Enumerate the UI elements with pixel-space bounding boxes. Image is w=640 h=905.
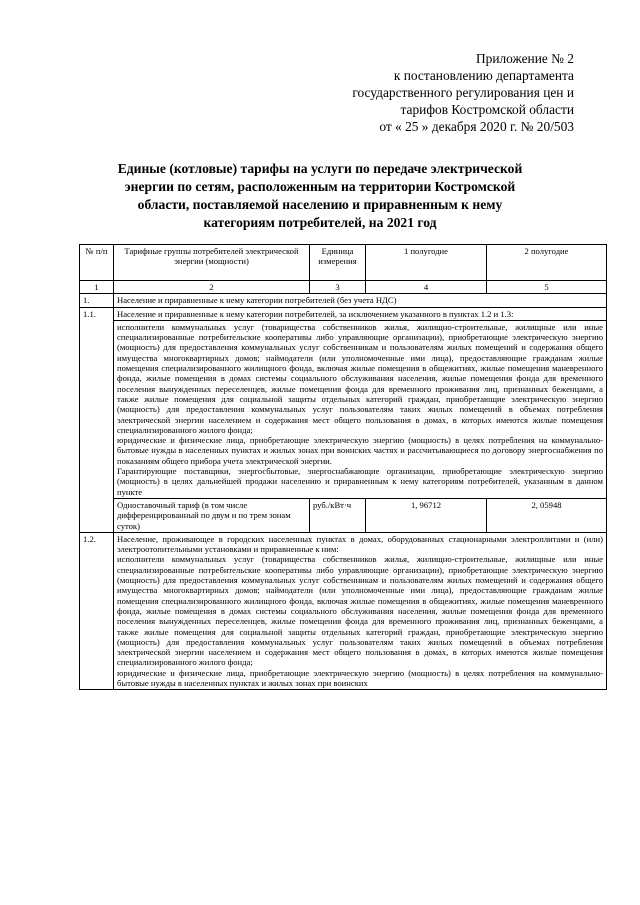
table-row xyxy=(80,307,607,320)
col-number: 4 xyxy=(366,281,487,294)
tariff-value-half1: 1, 96712 xyxy=(366,498,487,532)
appendix-line: тарифов Костромской области xyxy=(400,102,574,117)
header-group: Тарифные группы потребителей электрической энергии (мощности) xyxy=(114,245,310,281)
col-number: 5 xyxy=(487,281,607,294)
tariff-row xyxy=(80,498,607,532)
paragraph: исполнители коммунальных услуг (товарищества собственников жилья, жилищно-строительные, жилищные или иные специализированные потребительские кооперативы либо управляющие организации), приобретающие электрическую энергию (мощность) для предоставления коммунальных услуг собственникам и пользователям жилых помещений и содержания общего имущества многоквартирных домов; наймодатели (или уполномоченные ими лица), предоставляющие гражданам жилые помещения специализированного жилищного фонда, включая жилые помещения в общежитиях, жилые помещения маневренного фонда, жилые помещения в домах системы социального обслуживания населения, жилые помещения фонда для временного поселения вынужденных переселенцев, жилые помещения фонда для временного проживания лиц, признанных беженцами, а также жилые помещения для социальной защиты отдельных категорий граждан, приобретающие электрическую энергию (мощность) для предоставления коммунальных услуг пользователям таких жилых помещений в объемах потребления электрической энергии населением и содержания мест общего пользования в домах, в которых имеются жилые помещения специализированного жилого фонда; xyxy=(117,321,603,435)
appendix-line: от « 25 » декабря 2020 г. № 20/503 xyxy=(379,119,574,134)
row-num: 1.1. xyxy=(80,307,114,532)
tariff-label: Одноставочный тариф (в том числе дифференцированный по двум и по трем зонам суток) xyxy=(114,498,310,532)
paragraph: Гарантирующие поставщики, энергосбытовые, энергоснабжающие организации, приобретающие электрическую энергию (мощность) в целях дальнейшей продажи населению и приравненным к нему категориям потребителей, указанным в данном пункте xyxy=(117,466,603,497)
title-line: энергии по сетям, расположенным на территории Костромской xyxy=(124,179,516,194)
paragraph: юридические и физические лица, приобретающие электрическую энергию (мощность) в целях потребления на коммунально-бытовые нужды в населенных пунктах и жилых зонах при воинских частях и рассчитывающиеся по договору энергоснабжения по показаниям общего прибора учета электрической энергии. xyxy=(117,435,603,466)
row-description xyxy=(114,320,607,498)
table-row xyxy=(80,294,607,307)
title-line: области, поставляемой населению и приравненным к нему xyxy=(137,197,503,212)
col-number: 3 xyxy=(310,281,366,294)
row-num: 1. xyxy=(80,294,114,307)
paragraph: юридические и физические лица, приобретающие электрическую энергию (мощность) в целях потребления на коммунально-бытовые нужды в населенных пунктах и жилых зонах при воинских xyxy=(117,667,603,688)
table-row xyxy=(80,320,607,498)
row-description xyxy=(114,532,607,689)
row-text: Население и приравненные к нему категории потребителей (без учета НДС) xyxy=(114,294,607,307)
header-num: № п/п xyxy=(80,245,114,281)
row-text: Население и приравненные к нему категории потребителей, за исключением указанного в пунктах 1.2 и 1.3: xyxy=(114,307,607,320)
appendix-line: к постановлению департамента xyxy=(393,68,574,83)
appendix-line: государственного регулирования цен и xyxy=(352,85,574,100)
paragraph: Население, проживающее в городских населенных пунктах в домах, оборудованных стационарными электроплитами и (или) электроотопительными установками и приравненные к ним: xyxy=(117,533,603,555)
appendix-line: Приложение № 2 xyxy=(475,51,574,66)
tariff-value-half2: 2, 05948 xyxy=(487,498,607,532)
appendix-header xyxy=(352,50,574,135)
table-header-row xyxy=(80,245,607,281)
paragraph: исполнители коммунальных услуг (товарищества собственников жилья, жилищно-строительные, жилищные или иные специализированные потребительские кооперативы либо управляющие организации), приобретающие электрическую энергию (мощность) для предоставления коммунальных услуг собственникам и пользователям жилых помещений и содержания общего имущества многоквартирных домов; наймодатели (или уполномоченные ими лица), предоставляющие гражданам жилые помещения специализированного жилищного фонда, включая жилые помещения в общежитиях, жилые помещения маневренного фонда, жилые помещения в домах системы социального обслуживания населения, жилые помещения фонда для временного поселения вынужденных переселенцев, жилые помещения фонда для временного проживания лиц, признанных беженцами, а также жилые помещения для социальной защиты отдельных категорий граждан, приобретающие электрическую энергию (мощность) для предоставления коммунальных услуг пользователям таких жилых помещений в объемах потребления электрической энергии населением и содержания мест общего пользования в домах, в которых имеются жилые помещения специализированного жилого фонда; xyxy=(117,554,603,668)
header-half1: 1 полугодие xyxy=(366,245,487,281)
header-unit: Единица измерения xyxy=(310,245,366,281)
title-line: категориям потребителей, на 2021 год xyxy=(203,215,437,230)
tariff-table xyxy=(79,244,607,690)
document-title xyxy=(70,160,570,232)
column-number-row xyxy=(80,281,607,294)
col-number: 1 xyxy=(80,281,114,294)
col-number: 2 xyxy=(114,281,310,294)
table-row xyxy=(80,532,607,689)
header-half2: 2 полугодие xyxy=(487,245,607,281)
row-num: 1.2. xyxy=(80,532,114,689)
tariff-unit: руб./кВт·ч xyxy=(310,498,366,532)
title-line: Единые (котловые) тарифы на услуги по передаче электрической xyxy=(117,161,523,176)
